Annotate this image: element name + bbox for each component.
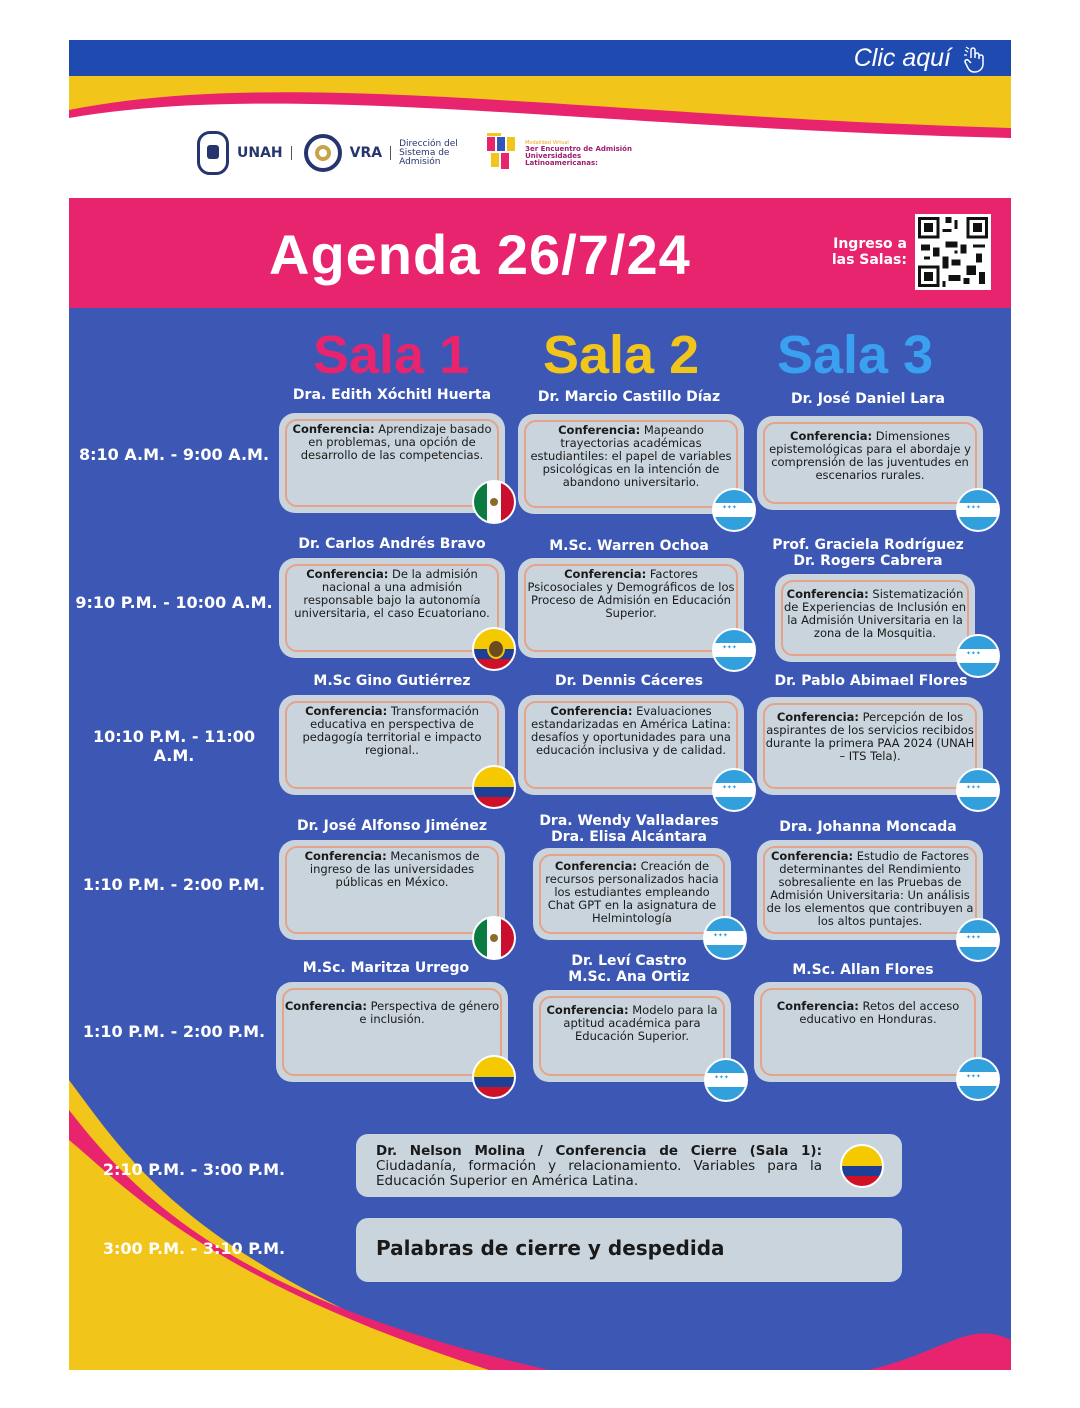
row-5-time: 1:10 P.M. - 2:00 P.M. <box>82 1022 266 1041</box>
row-3-sala-3-card[interactable] <box>757 697 983 795</box>
row-2-sala-2-card[interactable] <box>518 558 744 658</box>
row-4-sala-1-speaker: Dr. José Alfonso Jiménez <box>296 818 488 834</box>
card-text: De la admisión nacional a una admisión responsable bajo la autonomía universitaria, el caso Ecuatoriano. <box>294 567 490 620</box>
closing-conference-card[interactable] <box>356 1134 902 1197</box>
card-prefix: Conferencia: <box>776 710 859 724</box>
row-3-sala-3-speaker: Dr. Pablo Abimael Flores <box>774 673 968 689</box>
honduras-flag-icon <box>704 1058 748 1102</box>
honduras-flag-icon <box>956 634 1000 678</box>
row-1-sala-1-card[interactable] <box>279 413 505 513</box>
row-4-sala-3-speaker: Dra. Johanna Moncada <box>779 819 957 835</box>
row-1-sala-1-speaker: Dra. Edith Xóchitl Huerta <box>292 387 492 403</box>
sala-2-heading: Sala 2 <box>543 325 700 385</box>
closing-1-time: 2:10 P.M. - 3:00 P.M. <box>102 1160 286 1179</box>
card-prefix: Conferencia: <box>790 429 873 443</box>
card-prefix: Conferencia: <box>786 587 869 601</box>
honduras-flag-icon <box>956 768 1000 812</box>
encuentro-logo-text <box>525 140 635 167</box>
honduras-flag-icon <box>956 488 1000 532</box>
row-2-time: 9:10 P.M. - 10:00 A.M. <box>75 593 273 612</box>
clic-aqui-link[interactable]: Clic aquí <box>853 44 951 72</box>
row-1-sala-2-card[interactable] <box>518 414 744 514</box>
honduras-flag-icon <box>712 628 756 672</box>
vra-logo <box>350 146 391 160</box>
row-4-sala-3-card[interactable] <box>757 840 983 940</box>
mexico-flag-icon <box>472 480 516 524</box>
agenda-title: Agenda 26/7/24 <box>269 223 691 286</box>
pointer-hand-icon <box>963 46 985 74</box>
card-text: Mecanismos de ingreso de las universidades públicas en México. <box>309 849 480 889</box>
card-prefix: Conferencia: <box>292 422 375 436</box>
ecuador-flag-icon <box>472 627 516 671</box>
card-text: Retos del acceso educativo en Honduras. <box>799 999 960 1026</box>
row-3-sala-2-card[interactable] <box>518 695 744 795</box>
card-prefix: Conferencia: <box>554 859 637 873</box>
sala-1-heading: Sala 1 <box>313 325 470 385</box>
closing-speaker: Dr. Nelson Molina / Conferencia de Cierre (Sala 1): <box>376 1143 822 1159</box>
row-5-sala-3-card[interactable] <box>754 982 982 1082</box>
honduras-flag-icon <box>956 918 1000 962</box>
card-text: Evaluaciones estandarizadas en América Latina: desafíos y oportunidades para una educación inclusiva y de calidad. <box>531 704 731 757</box>
closing-text: Ciudadanía, formación y relacionamiento. Variables para la Educación Superior en América Latina. <box>376 1158 822 1189</box>
qr-code[interactable] <box>915 214 991 290</box>
card-prefix: Conferencia: <box>564 567 647 581</box>
agenda-poster <box>69 40 1011 1370</box>
honduras-flag-icon <box>956 1057 1000 1101</box>
row-5-sala-1-speaker: M.Sc. Maritza Urrego <box>302 960 470 976</box>
card-text: Percepción de los aspirantes de los servicios recibidos durante la primera PAA 2024 (UNAH – ITS Tela). <box>765 710 975 763</box>
card-prefix: Conferencia: <box>558 423 641 437</box>
card-prefix: Conferencia: <box>550 704 633 718</box>
colombia-flag-icon <box>472 765 516 809</box>
card-prefix: Conferencia: <box>284 999 367 1013</box>
card-text: Creación de recursos personalizados hacia los estudiantes empleando Chat GPT en la asignatura de Helmintología <box>545 859 719 925</box>
closing-2-time: 3:00 P.M. - 3:10 P.M. <box>102 1239 286 1258</box>
row-2-sala-2-speaker: M.Sc. Warren Ochoa <box>549 538 709 554</box>
row-4-sala-1-card[interactable] <box>279 840 505 940</box>
unah-seal-logo <box>197 131 229 175</box>
card-prefix: Conferencia: <box>304 849 387 863</box>
honduras-flag-icon <box>712 488 756 532</box>
honduras-flag-icon <box>712 768 756 812</box>
row-5-sala-3-speaker: M.Sc. Allan Flores <box>792 962 934 978</box>
card-text: Perspectiva de género e inclusión. <box>359 999 500 1026</box>
encuentro-logo-mark <box>487 133 517 173</box>
logos-row <box>197 130 635 176</box>
vra-seal-logo <box>304 134 342 172</box>
row-4-sala-2-card[interactable] <box>533 848 731 940</box>
row-5-sala-2-card[interactable] <box>533 990 731 1082</box>
colombia-flag-icon <box>840 1144 884 1188</box>
row-2-sala-1-speaker: Dr. Carlos Andrés Bravo <box>298 536 486 552</box>
farewell-card[interactable]: Palabras de cierre y despedida <box>356 1218 902 1282</box>
row-1-sala-3-speaker: Dr. José Daniel Lara <box>791 391 945 407</box>
card-prefix: Conferencia: <box>546 1003 629 1017</box>
vra-label: VRA <box>349 145 383 161</box>
card-text: Dimensiones epistemológicas para el abordaje y comprensión de las juventudes en escenarios rurales. <box>769 429 971 482</box>
card-text: Aprendizaje basado en problemas, una opción de desarrollo de las competencias. <box>300 422 492 462</box>
row-3-sala-2-speaker: Dr. Dennis Cáceres <box>554 673 704 689</box>
card-text: Sistematización de Experiencias de Inclusión en la Admisión Universitaria en la zona de la Mosquitia. <box>783 587 967 640</box>
ingreso-label: Ingreso a las Salas: <box>831 236 907 268</box>
encuentro-modalidad: Modalidad Virtual <box>525 139 569 146</box>
card-text: Factores Psicosociales y Demográficos de los Proceso de Admisión en Educación Superior. <box>527 567 735 620</box>
unah-label: UNAH <box>237 145 283 161</box>
encuentro-title: 3er Encuentro de Admisión Universidades Latinoamericanas: <box>525 144 632 167</box>
row-4-sala-2-speaker: Dra. Wendy Valladares Dra. Elisa Alcántara <box>539 813 719 845</box>
direccion-admision-label: Dirección del Sistema de Admisión <box>399 138 458 167</box>
row-3-sala-1-speaker: M.Sc Gino Gutiérrez <box>313 673 471 689</box>
card-prefix: Conferencia: <box>305 704 388 718</box>
row-2-sala-3-card[interactable] <box>775 574 975 662</box>
colombia-flag-icon <box>472 1055 516 1099</box>
row-2-sala-1-card[interactable] <box>279 558 505 658</box>
card-prefix: Conferencia: <box>770 849 854 863</box>
row-3-time: 10:10 P.M. - 11:00 A.M. <box>92 727 256 765</box>
row-4-time: 1:10 P.M. - 2:00 P.M. <box>82 875 266 894</box>
row-1-time: 8:10 A.M. - 9:00 A.M. <box>78 445 270 464</box>
card-text: Mapeando trayectorias académicas estudiantiles: el papel de variables psicológicas en la intención de abandono universitario. <box>530 423 732 489</box>
row-1-sala-3-card[interactable] <box>757 416 983 510</box>
card-text: Estudio de Factores determinantes del Rendimiento sobresaliente en las Pruebas de Admisión Universitaria: Un análisis de los elementos que contribuyen a los altos puntajes. <box>766 849 974 928</box>
row-2-sala-3-speaker: Prof. Graciela Rodríguez Dr. Rogers Cabrera <box>772 537 964 569</box>
card-prefix: Conferencia: <box>306 567 389 581</box>
card-prefix: Conferencia: <box>776 999 859 1013</box>
sala-3-heading: Sala 3 <box>777 325 934 385</box>
card-text: Modelo para la aptitud académica para Educación Superior. <box>563 1003 718 1043</box>
card-text: Transformación educativa en perspectiva de pedagogía territorial e impacto regional.. <box>302 704 482 757</box>
row-1-sala-2-speaker: Dr. Marcio Castillo Díaz <box>537 389 721 405</box>
row-5-sala-2-speaker: Dr. Leví Castro M.Sc. Ana Ortiz <box>568 953 690 985</box>
unah-logo <box>237 146 292 160</box>
row-3-sala-1-card[interactable] <box>279 695 505 795</box>
